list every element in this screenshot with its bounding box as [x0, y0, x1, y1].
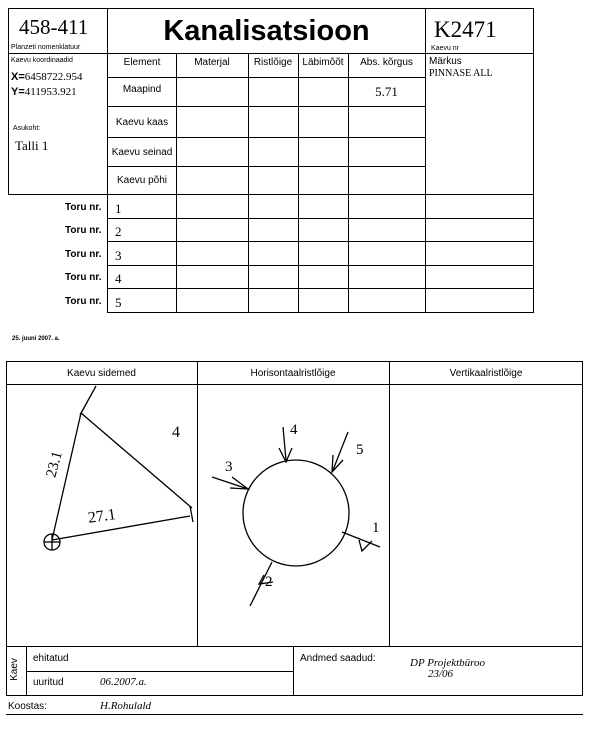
- compiled-value: H.Rohulald: [100, 700, 152, 712]
- coordinate-x-label: X=: [11, 71, 25, 83]
- surveyed-value: 06.2007.a.: [100, 676, 147, 688]
- well-number: K2471: [434, 17, 497, 42]
- location-value: Talli 1: [15, 138, 49, 153]
- remarks-label: Märkus: [429, 56, 462, 67]
- col-header-materjal: Materjal: [194, 57, 230, 68]
- data-from-label: Andmed saadud:: [300, 653, 376, 664]
- date-note: 25. juuni 2007. a.: [12, 336, 60, 342]
- panel-title-ties: Kaevu sidemed: [67, 367, 136, 379]
- pipe-label-5: Toru nr.: [65, 296, 102, 307]
- row-label-kaevu-seinad: Kaevu seinad: [111, 146, 173, 158]
- col-header-labimoot: Läbimõõt: [302, 57, 344, 68]
- pipe-number-5: 5: [115, 295, 122, 310]
- pipe-mark-5: 5: [356, 442, 364, 458]
- col-header-ristloige: Ristlõige: [253, 57, 293, 68]
- pipe-number-1: 1: [115, 201, 122, 216]
- panel-title-vertical: Vertikaalristlõige: [449, 367, 523, 379]
- page-title: Kanalisatsioon: [107, 8, 426, 54]
- remarks-value: PINNASE ALL: [429, 68, 493, 79]
- coordinates-label: Kaevu koordinaadid: [11, 57, 73, 64]
- pipe-label-3: Toru nr.: [65, 249, 102, 260]
- location-label: Asukoht:: [13, 125, 41, 132]
- data-from-value: DP Projektbüroo: [410, 657, 486, 669]
- pipe-label-4: Toru nr.: [65, 272, 102, 283]
- well-number-label: Kaevu nr: [431, 45, 460, 52]
- col-header-element: Element: [123, 57, 161, 68]
- well-circle: [243, 460, 349, 566]
- coordinate-y-label: Y=: [11, 86, 25, 98]
- pipe-number-4: 4: [115, 271, 122, 286]
- compiled-label: Koostas:: [8, 701, 47, 712]
- coordinate-x-value: 6458722.954: [24, 71, 83, 83]
- row-label-kaevu-kaas: Kaevu kaas: [115, 116, 169, 128]
- pipe-mark-3: 3: [225, 459, 233, 475]
- abs-korgus-maapind: 5.71: [375, 84, 398, 99]
- nomenclature-label: Planzeti nomenklatuur: [11, 44, 81, 51]
- coordinate-y-value: 411953.921: [24, 86, 77, 98]
- row-label-kaevu-pohi: Kaevu põhi: [116, 174, 168, 186]
- tie-label-23-1: 23.1: [43, 449, 66, 480]
- built-label: ehitatud: [33, 653, 69, 664]
- pipe-number-3: 3: [115, 248, 122, 263]
- pipe-number-2: 2: [115, 224, 122, 239]
- pipe-label-1: Toru nr.: [65, 202, 102, 213]
- panel-title-horizontal: Horisontaalristlõige: [250, 367, 336, 379]
- pipe-mark-1: 1: [372, 520, 380, 536]
- tie-label-27-1: 27.1: [86, 506, 117, 527]
- pipe-mark-2: 2: [265, 574, 273, 590]
- data-from-date: 23/06: [428, 668, 454, 680]
- pipe-mark-4: 4: [290, 422, 298, 438]
- pipe-label-2: Toru nr.: [65, 225, 102, 236]
- surveyed-label: uuritud: [33, 677, 64, 688]
- row-label-maapind: Maapind: [122, 83, 162, 95]
- col-header-abs-korgus: Abs. kõrgus: [360, 57, 413, 68]
- well-side-label: Kaev: [8, 658, 20, 681]
- nomenclature-value: 458-411: [19, 15, 89, 39]
- tie-label-4: 4: [172, 424, 180, 441]
